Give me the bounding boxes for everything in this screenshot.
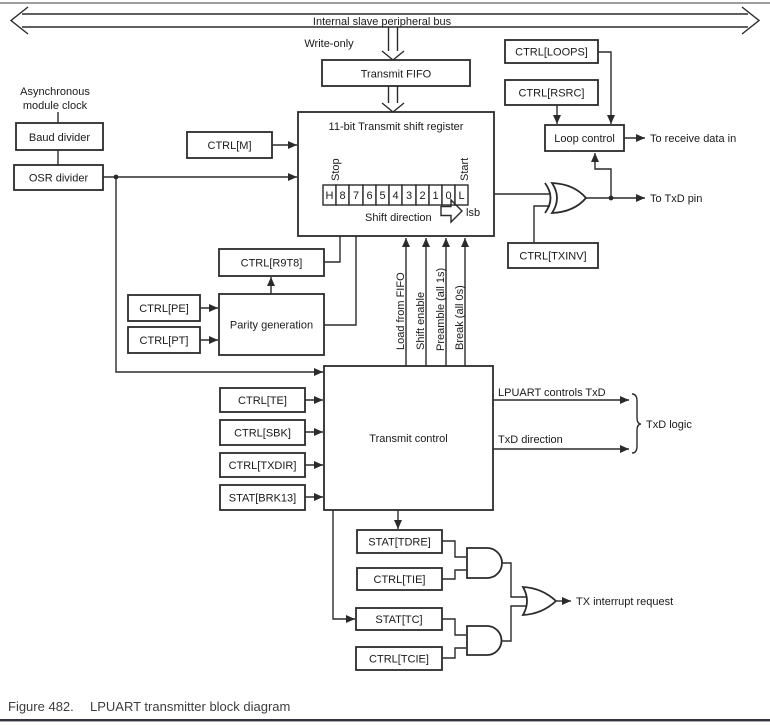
bus-right-chevron-icon: [742, 7, 759, 34]
fifo-to-shift-register-open-arrow-icon: [382, 86, 404, 112]
tx-interrupt-request-label: TX interrupt request: [576, 596, 674, 608]
xor-to-loop-line: [595, 153, 611, 198]
cell-label: 8: [339, 190, 346, 202]
osr-divider-label: OSR divider: [28, 172, 89, 185]
write-only-label: Write-only: [304, 38, 354, 50]
ctrl-r9t8-label: CTRL[R9T8]: [240, 257, 303, 270]
lpuart-controls-txd-label: LPUART controls TxD: [498, 387, 606, 399]
stat-tc-label: STAT[TC]: [375, 614, 423, 626]
shift-register-title: 11-bit Transmit shift register: [328, 121, 464, 133]
cell-label: L: [458, 190, 465, 202]
cell-label: 2: [419, 190, 426, 202]
junction-dot: [609, 196, 614, 201]
parity-generation-label: Parity generation: [229, 319, 314, 332]
tcie-to-and2-line: [442, 648, 466, 658]
tdre-to-and1-line: [442, 541, 466, 557]
xor-input-arc-icon: [545, 183, 551, 213]
baud-divider-label: Baud divider: [28, 132, 91, 144]
cell-label: 5: [379, 190, 386, 202]
transmit-control-label: Transmit control: [369, 433, 448, 445]
ctrl-te-label: CTRL[TE]: [238, 395, 287, 407]
to-txd-pin-label: To TxD pin: [650, 193, 703, 205]
ctrl-sbk-label: CTRL[SBK]: [234, 427, 291, 440]
cell-label: 3: [405, 190, 413, 202]
break-label: Break (all 0s): [454, 285, 466, 350]
transmit-fifo-label: Transmit FIFO: [360, 68, 432, 81]
stop-label: Stop: [330, 158, 342, 181]
stat-brk13-label: STAT[BRK13]: [228, 492, 297, 505]
txinv-to-xor-line: [534, 206, 550, 242]
tc-to-stat-tc-line: [333, 510, 355, 619]
tie-to-and1-line: [442, 570, 466, 579]
or-gate-icon: [523, 587, 556, 615]
stat-tdre-label: STAT[TDRE]: [368, 536, 431, 549]
cell-label: H: [325, 190, 334, 202]
ctrl-tie-label: CTRL[TIE]: [373, 574, 426, 586]
block-boxes: [14, 40, 624, 670]
txd-direction-label: TxD direction: [498, 434, 563, 446]
cell-label: 0: [445, 190, 452, 202]
load-from-fifo-label: Load from FIFO: [395, 272, 407, 350]
and-gate-icon: [467, 548, 502, 578]
bus-label: Internal slave peripheral bus: [312, 16, 452, 28]
figure-caption-title: LPUART transmitter block diagram: [90, 699, 291, 714]
bus-to-fifo-open-arrow-icon: [382, 27, 404, 60]
loops-to-loop-line: [598, 52, 611, 124]
bottom-rule: [0, 719, 770, 721]
ctrl-txdir-label: CTRL[TXDIR]: [228, 460, 297, 472]
ctrl-txinv-label: CTRL[TXINV]: [519, 250, 587, 263]
async-clock-label-line2: module clock: [22, 100, 88, 112]
to-receive-data-in-label: To receive data in: [650, 133, 737, 145]
cell-label: 1: [432, 190, 439, 202]
top-rule: [0, 2, 770, 4]
shift-enable-label: Shift enable: [415, 291, 427, 350]
txd-logic-brace-icon: [632, 394, 641, 453]
and2-to-or-line: [501, 606, 526, 641]
cell-label: 6: [366, 190, 373, 202]
start-label: Start: [459, 157, 471, 181]
async-clock-label-line1: Asynchronous: [20, 86, 90, 98]
figure-caption-number: Figure 482.: [8, 699, 74, 714]
junction-dot: [114, 175, 119, 180]
cell-label: 7: [352, 190, 360, 202]
ctrl-tcie-label: CTRL[TCIE]: [369, 653, 429, 666]
bus-left-chevron-icon: [11, 7, 28, 34]
ctrl-pe-label: CTRL[PE]: [139, 303, 189, 315]
loop-control-label: Loop control: [554, 133, 615, 145]
txd-logic-label: TxD logic: [646, 419, 692, 431]
ctrl-pt-label: CTRL[PT]: [139, 335, 189, 347]
lsb-label: lsb: [466, 207, 481, 219]
ctrl-rsrc-label: CTRL[RSRC]: [518, 87, 585, 100]
ctrl-m-label: CTRL[M]: [207, 140, 252, 152]
shift-direction-label: Shift direction: [365, 212, 432, 224]
cell-label: 4: [392, 190, 399, 202]
and1-to-or-line: [502, 563, 526, 597]
preamble-label: Preamble (all 1s): [435, 267, 447, 351]
stat-tc-to-and2-line: [442, 619, 466, 635]
xor-gate-icon: [552, 183, 586, 213]
connection-lines: [11, 7, 759, 658]
and-gate-icon: [467, 626, 502, 655]
ctrl-loops-label: CTRL[LOOPS]: [515, 46, 588, 59]
